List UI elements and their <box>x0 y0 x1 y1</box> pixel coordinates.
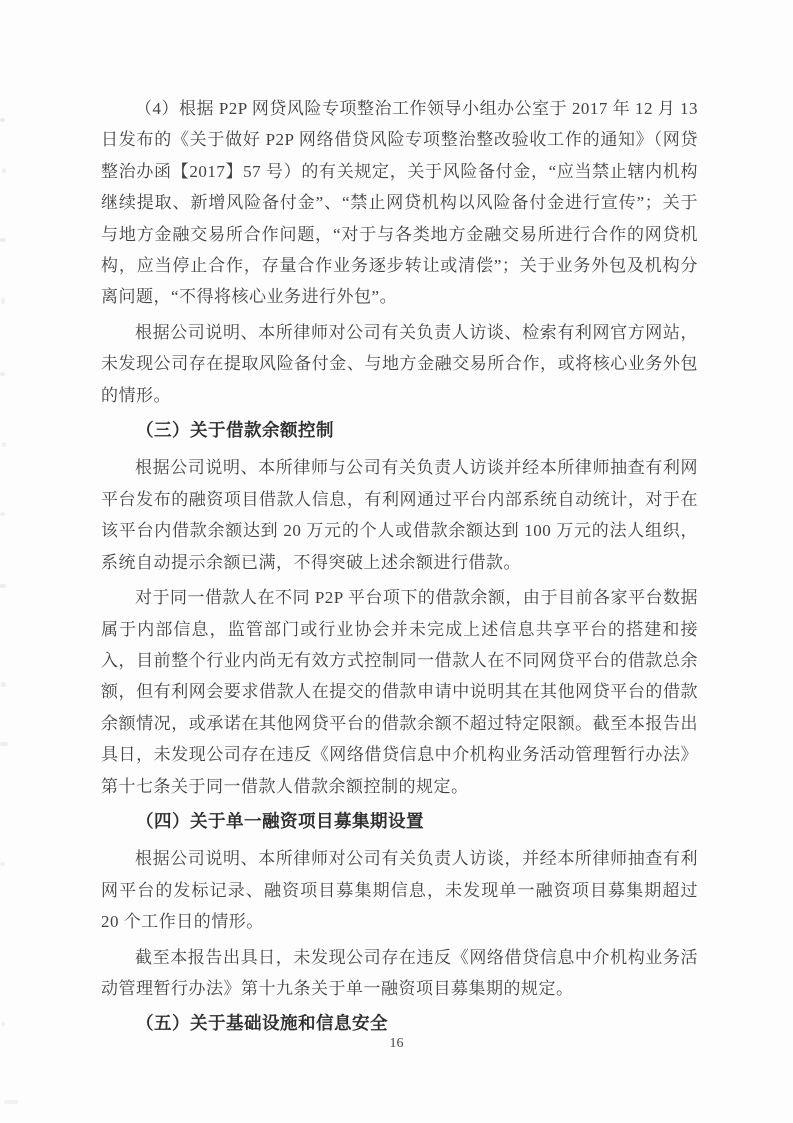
section-heading-loan-balance-control: （三）关于借款余额控制 <box>136 420 334 441</box>
scan-artifact <box>1 682 6 687</box>
paragraph-balance-limit-system: 根据公司说明、本所律师与公司有关负责人访谈并经本所律师抽查有利网平台发布的融资项目借款人信息，有利网通过平台内部系统自动统计，对于在该平台内借款余额达到 20 万元的个人或借款余额达到 100 万元的法人组织，系统自动提示余额已满，不得突破上述余额进行借款。 <box>101 458 698 572</box>
scan-artifact <box>2 168 6 173</box>
scan-artifact <box>0 862 5 866</box>
scan-artifact <box>0 742 8 746</box>
scan-artifact <box>1 298 5 304</box>
scan-artifact <box>0 584 6 588</box>
paragraph-risk-reserve-rules: （4）根据 P2P 网贷风险专项整治工作领导小组办公室于 2017 年 12 月 13 日发布的《关于做好 P2P 网络借贷风险专项整治整改验收工作的通知》（网贷整治办函【2017】57 号）的有关规定，关于风险备付金，“应当禁止辖内机构继续提取、新增风险备付金”、“禁止网贷机构以风险备付金进行宣传”；关于与地方金融交易所合作问题，“对于与各类地方金融交易所进行合作的网贷机构，应当停止合作，存量合作业务逐步转让或清偿”；关于业务外包及机构分离问题，“不得将核心业务进行外包”。 <box>101 99 698 307</box>
scan-artifact <box>0 238 6 242</box>
scan-artifact <box>1 1022 5 1026</box>
scan-artifact <box>4 1100 18 1104</box>
section-heading-infrastructure-security: （五）关于基础设施和信息安全 <box>136 1013 388 1034</box>
scan-artifact <box>0 372 5 376</box>
scan-artifact <box>2 442 6 447</box>
scan-artifact <box>0 512 5 516</box>
section-heading-fundraising-period: （四）关于单一融资项目募集期设置 <box>136 810 424 831</box>
paragraph-risk-reserve-finding: 根据公司说明、本所律师对公司有关负责人访谈、检索有利网官方网站，未发现公司存在提取风险备付金、与地方金融交易所合作，或将核心业务外包的情形。 <box>101 322 698 405</box>
scan-artifact <box>0 118 5 122</box>
paragraph-fundraising-period-compliance: 截至本报告出具日，未发现公司存在违反《网络借贷信息中介机构业务活动管理暂行办法》第十九条关于单一融资项目募集期的规定。 <box>101 947 698 998</box>
page-number: 16 <box>389 1036 404 1051</box>
paragraph-cross-platform-balance: 对于同一借款人在不同 P2P 平台项下的借款余额，由于目前各家平台数据属于内部信息，监管部门或行业协会并未完成上述信息共享平台的搭建和接入，目前整个行业内尚无有效方式控制同一借款人在不同网贷平台的借款总余额，但有利网会要求借款人在提交的借款申请中说明其在其他网贷平台的借款余额情况，或承诺在其他网贷平台的借款余额不超过特定限额。截至本报告出具日，未发现公司存在违反《网络借贷信息中介机构业务活动管理暂行办法》第十七条关于同一借款人借款余额控制的规定。 <box>101 588 698 796</box>
paragraph-fundraising-period-finding: 根据公司说明、本所律师对公司有关负责人访谈，并经本所律师抽查有利网平台的发标记录、融资项目募集期信息，未发现单一融资项目募集期超过 20 个工作日的情形。 <box>101 849 698 932</box>
document-body <box>101 93 698 1046</box>
